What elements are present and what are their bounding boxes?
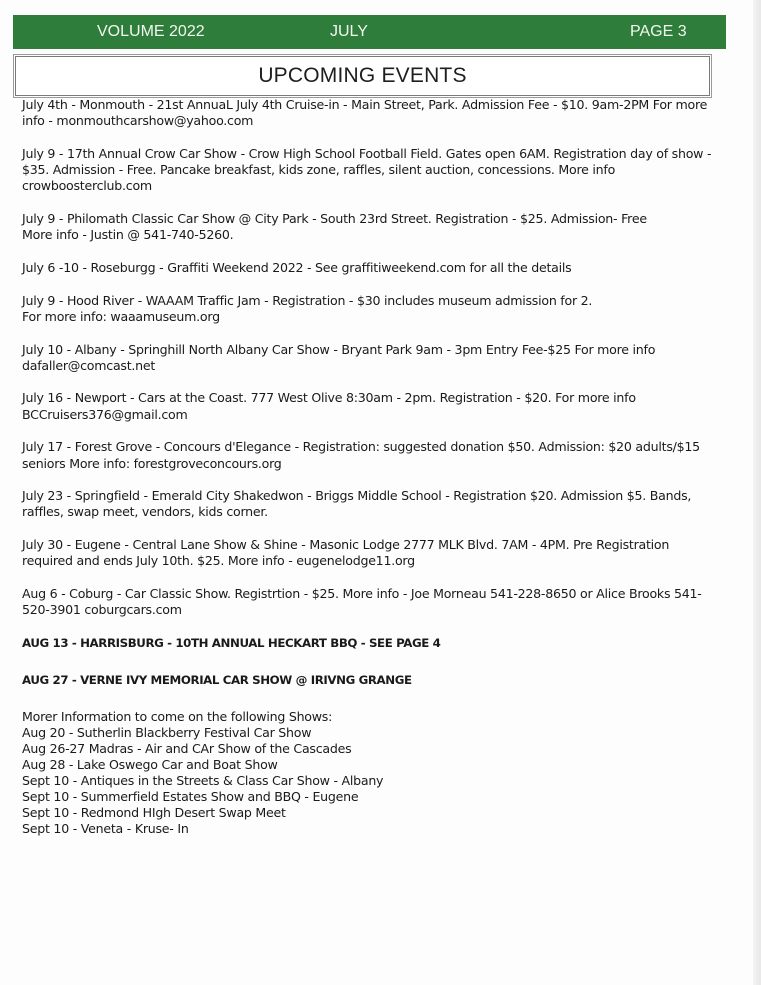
event-item: July 9 - 17th Annual Crow Car Show - Crow High School Football Field. Gates open 6AM. Registration day of show - $35. Admission - Free. Pancake breakfast, kids zone, raffles, silent auction, concessions. More info crowboosterclub.com [22,145,712,194]
featured-event-item: AUG 13 - HARRISBURG - 10TH ANNUAL HECKART BBQ - SEE PAGE 4 [22,635,441,650]
featured-event-item: AUG 27 - VERNE IVY MEMORIAL CAR SHOW @ IRIVNG GRANGE [22,673,412,688]
more-info-list [22,725,712,837]
event-item: July 23 - Springfield - Emerald City Shakedwon - Briggs Middle School - Registration $20. Admission $5. Bands, raffles, swap meet, vendors, kids corner. [22,488,692,520]
event-item: Aug 6 - Coburg - Car Classic Show. Registrtion - $25. More info - Joe Morneau 541-228-8650 or Alice Brooks 541-520-3901 coburgcars.com [22,586,702,618]
upcoming-show-item: Aug 28 - Lake Oswego Car and Boat Show [22,757,278,773]
section-title-box [13,54,712,98]
event-item: July 10 - Albany - Springhill North Albany Car Show - Bryant Park 9am - 3pm Entry Fee-$25 For more info dafaller@comcast.net [22,341,656,373]
event-item: July 30 - Eugene - Central Lane Show & Shine - Masonic Lodge 2777 MLK Blvd. 7AM - 4PM. Pre Registration required and ends July 10th. $25. More info - eugenelodge11.org [22,537,670,569]
section-title: UPCOMING EVENTS [258,64,467,87]
event-item: July 4th - Monmouth - 21st AnnuaL July 4th Cruise-in - Main Street, Park. Admission Fee - $10. 9am-2PM For more info - monmouthcarshow@yahoo.com [22,97,708,129]
event-item: July 9 - Philomath Classic Car Show @ City Park - South 23rd Street. Registration - $25. Admission- Free More info - Justin @ 541-740-5260. [22,211,647,243]
event-item: July 17 - Forest Grove - Concours d'Elegance - Registration: suggested donation $50. Admission: $20 adults/$15 seniors More info: forestgroveconcours.org [22,439,700,471]
events-list [22,97,712,688]
upcoming-show-item: Sept 10 - Antiques in the Streets & Class Car Show - Albany [22,773,384,789]
more-info-section [22,709,712,837]
page-edge-shadow [753,0,761,985]
upcoming-show-item: Sept 10 - Veneta - Kruse- In [22,821,189,837]
event-item: July 6 -10 - Roseburgg - Graffiti Weekend 2022 - See graffitiweekend.com for all the details [22,259,572,275]
upcoming-show-item: Sept 10 - Summerfield Estates Show and BBQ - Eugene [22,789,359,805]
upcoming-show-item: Aug 20 - Sutherlin Blackberry Festival Car Show [22,725,312,741]
events-content [22,97,712,837]
event-item: July 16 - Newport - Cars at the Coast. 777 West Olive 8:30am - 2pm. Registration - $20. For more info BCCruisers376@gmail.com [22,390,636,422]
upcoming-show-item: Sept 10 - Redmond HIgh Desert Swap Meet [22,805,286,821]
page-number-label: PAGE 3 [630,23,687,40]
event-item: July 9 - Hood River - WAAAM Traffic Jam - Registration - $30 includes museum admission for 2. For more info: waaamuseum.org [22,292,593,324]
upcoming-show-item: Aug 26-27 Madras - Air and CAr Show of the Cascades [22,741,352,757]
more-info-heading: Morer Information to come on the following Shows: [22,709,333,725]
newsletter-header-bar [13,15,726,49]
volume-label: VOLUME 2022 [97,23,205,40]
month-label: JULY [330,23,368,40]
